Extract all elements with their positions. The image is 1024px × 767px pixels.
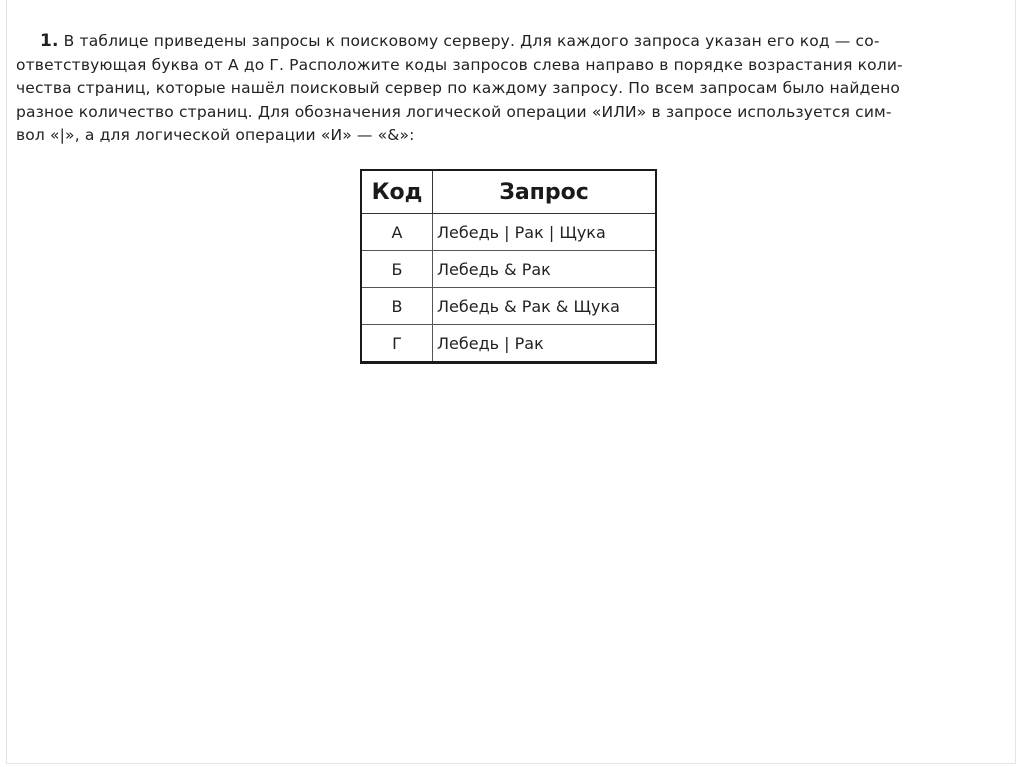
task-line-text: В таблице приведены запросы к поисковому серверу. Для каждого запроса указан его код — со- [63, 32, 880, 50]
row-query: Лебедь | Рак [433, 325, 657, 363]
task-statement [16, 30, 1008, 148]
task-line: ответствующая буква от А до Г. Расположите коды запросов слева направо в порядке возрастания коли- [16, 55, 903, 74]
row-code: В [361, 288, 433, 325]
table-row [361, 288, 656, 325]
task-line: вол «|», а для логической операции «И» — «&»: [16, 126, 415, 144]
header-code: Код [361, 170, 433, 214]
row-query: Лебедь & Рак & Щука [433, 288, 657, 325]
row-code: Г [361, 325, 433, 363]
table-header-row [361, 170, 656, 214]
query-table [360, 169, 657, 364]
task-line: чества страниц, которые нашёл поисковый сервер по каждому запросу. По всем запросам было найдено [16, 79, 901, 97]
task-line: разное количество страниц. Для обозначения логической операции «ИЛИ» в запросе используется сим- [16, 102, 892, 121]
table-row [361, 251, 656, 288]
row-query: Лебедь | Рак | Щука [433, 214, 657, 251]
row-code: Б [361, 251, 433, 288]
task-line [16, 30, 1008, 54]
table-row [361, 214, 656, 251]
row-query: Лебедь & Рак [433, 251, 657, 288]
header-query: Запрос [433, 170, 657, 214]
task-number: 1. [40, 31, 59, 51]
row-code: А [361, 214, 433, 251]
table-row [361, 325, 656, 363]
